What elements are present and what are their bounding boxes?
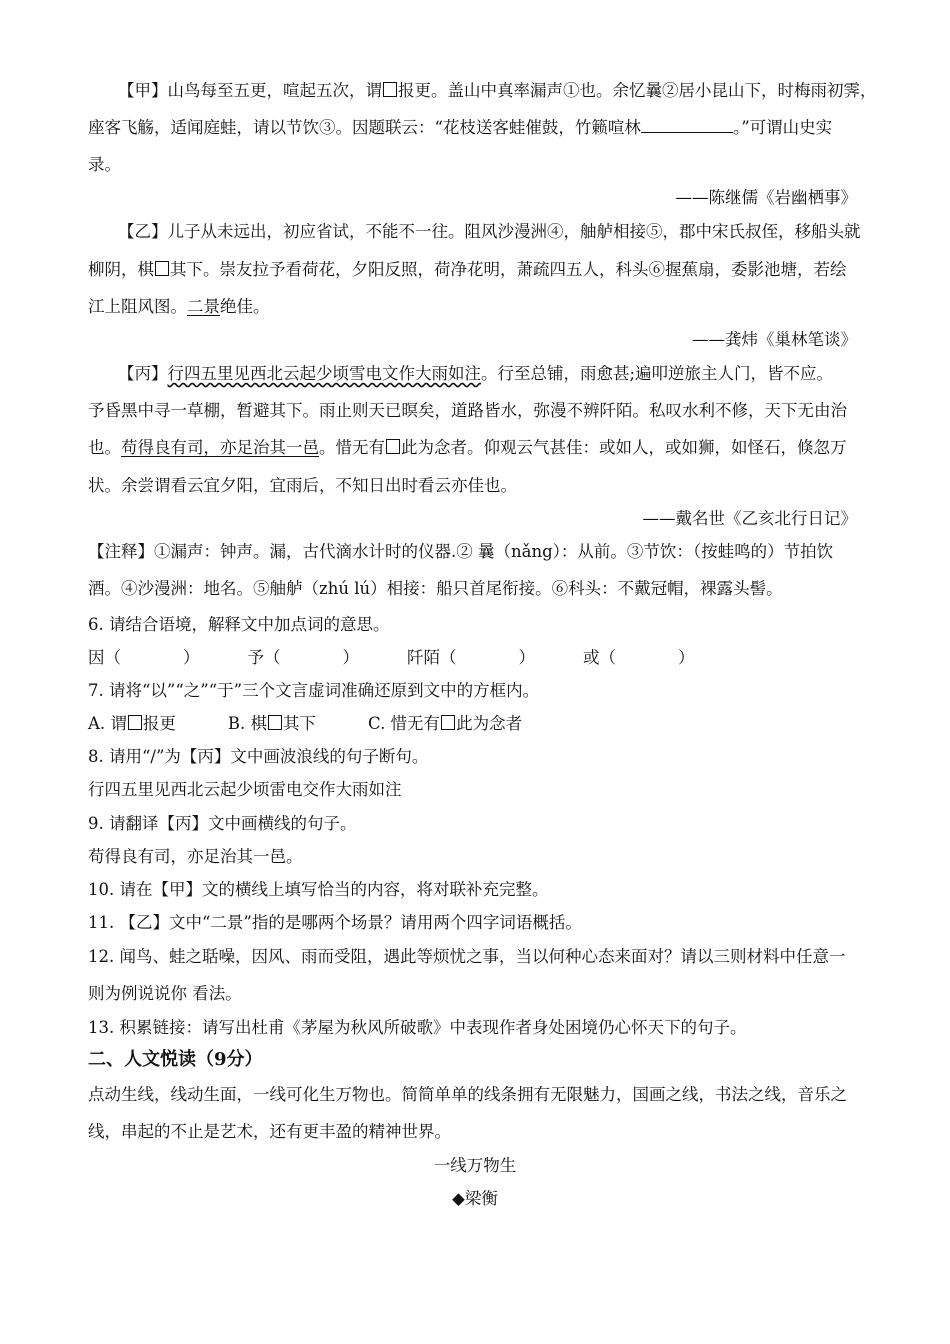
bing-source: ——戴名世《乙亥北行日记》	[642, 509, 857, 528]
jia-source: ——陈继儒《岩幽栖事》	[675, 188, 857, 207]
notes-line-2: 酒。④沙漫洲：地名。⑤舳舻（zhú lú）相接：船只首尾衔接。⑥科头：不戴冠帽，裸露头髻。	[88, 579, 783, 598]
section2-para-line-2: 线，串起的不止是艺术，还有更丰盈的精神世界。	[88, 1122, 451, 1141]
jia-line-2: 座客飞觞，适闻庭蛙，请以节饮③。因题联云：“花枝送客蛙催鼓，竹籁喧林 。”可谓山史实	[88, 118, 833, 137]
question-10: 10. 请在【甲】文的横线上填写恰当的内容，将对联补充完整。	[88, 880, 549, 899]
question-9-text: 苟得良有司，亦足治其一邑。	[88, 847, 303, 866]
answer-box	[441, 715, 455, 730]
question-12-line-2: 则为例说说你 看法。	[88, 984, 242, 1003]
answer-box	[383, 82, 397, 97]
bing-line-1: 【丙】行四五里见西北云起少顷雪电文作大雨如注。行至总铺，雨愈甚;遍叩逆旅主人门，皆不应。	[118, 364, 834, 383]
answer-box	[386, 439, 400, 454]
section-heading: 二、人文悦读（9分）	[88, 1049, 263, 1070]
question-7-options: A. 谓 报更 B. 棋 其下 C. 惜无有 此为念者	[88, 714, 523, 733]
question-9: 9. 请翻译【丙】文中画横线的句子。	[88, 814, 357, 833]
question-11: 11. 【乙】文中“二景”指的是哪两个场景？请用两个四字词语概括。	[88, 913, 582, 932]
answer-box	[268, 715, 282, 730]
question-8-text: 行四五里见西北云起少顷雷电交作大雨如注	[88, 780, 402, 799]
bing-line-2: 予昏黑中寻一草棚，暂避其下。雨止则天已暝矣，道路皆水，弥漫不辨阡陌。私叹水利不修，天下无由治	[88, 401, 847, 420]
question-12-line-1: 12. 闻鸟、蛙之聒噪，因风、雨而受阻，遇此等烦忧之事，当以何种心态来面对？请以三则材料中任意一	[88, 947, 846, 966]
yi-line-2: 柳阴，棋 其下。崇友拉予看荷花，夕阳反照，荷净花明，萧疏四五人，科头⑥握蕉扇，委影池塘，若绘	[88, 260, 847, 279]
question-13: 13. 积累链接：请写出杜甫《茅屋为秋风所破歌》中表现作者身处困境仍心怀天下的句子。	[88, 1018, 747, 1037]
section2-para-line-1: 点动生线，线动生面，一线可化生万物也。简简单单的线条拥有无限魅力，国画之线，书法之线，音乐之	[88, 1085, 847, 1104]
answer-box	[128, 715, 142, 730]
question-6-items: 因（ ） 予（ ） 阡陌（ ） 或（ ）	[88, 648, 695, 667]
article-author: ◆梁衡	[452, 1189, 498, 1208]
yi-line-1: 【乙】儿子从未远出，初应省试，不能不一往。阻风沙漫洲④，舳舻相接⑤，郡中宋氏叔侄，移船头就	[118, 222, 861, 241]
notes-line-1: 【注释】①漏声：钟声。漏，古代滴水计时的仪器.② 曩（nǎng）：从前。③节饮：（按蛙鸣的）节拍饮	[88, 542, 834, 561]
question-7: 7. 请将“以”“之”“于”三个文言虚词准确还原到文中的方框内。	[88, 681, 540, 700]
article-title: 一线万物生	[433, 1156, 517, 1175]
yi-source: ——龚炜《巢林笔谈》	[692, 330, 857, 349]
couplet-blank	[641, 118, 733, 133]
jia-line-3: 录。	[88, 155, 121, 174]
question-8: 8. 请用“/”为【丙】文中画波浪线的句子断句。	[88, 747, 429, 766]
answer-box	[155, 261, 169, 276]
jia-line-1: 【甲】山鸟每至五更，喧起五次，谓 报更。盖山中真率漏声①也。余忆曩②居小昆山下，时梅雨初霁，	[118, 81, 877, 100]
bing-line-3: 也。苟得良有司，亦足治其一邑。惜无有 此为念者。仰观云气甚佳：或如人，或如狮，如怪石，倏忽万	[88, 438, 847, 457]
bing-line-4: 状。余尝谓看云宜夕阳，宜雨后，不知日出时看云亦佳也。	[88, 476, 517, 495]
question-6: 6. 请结合语境，解释文中加点词的意思。	[88, 615, 390, 634]
yi-line-3: 江上阻风图。二景绝佳。	[88, 297, 270, 316]
